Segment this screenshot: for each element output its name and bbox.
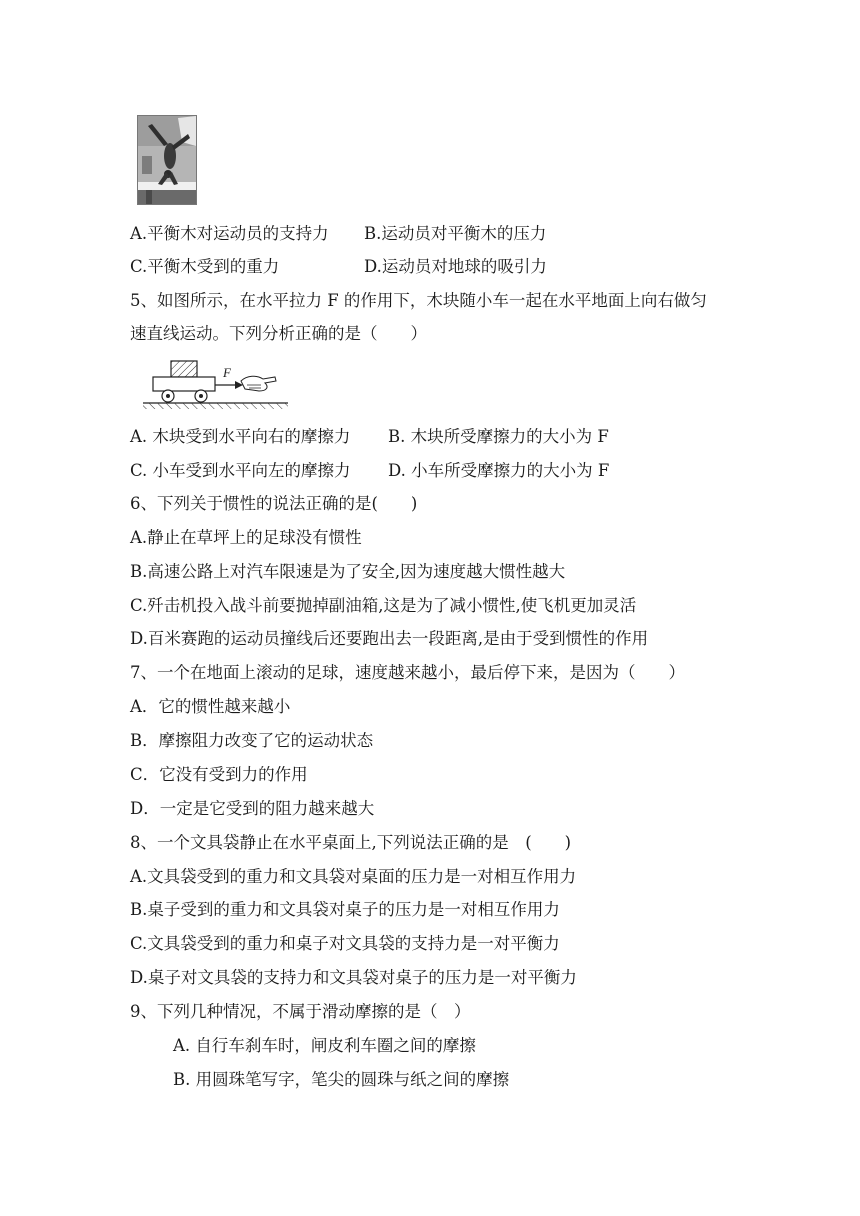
q6-option-d: D.百米赛跑的运动员撞线后还要跑出去一段距离,是由于受到惯性的作用 <box>130 629 649 648</box>
q8-option-d: D.桌子对文具袋的支持力和文具袋对桌子的压力是一对平衡力 <box>130 968 577 987</box>
hand-drawing <box>241 376 276 391</box>
q9-stem: 9、下列几种情况，不属于滑动摩擦的是（ ） <box>130 1002 471 1021</box>
q9-option-a: A. 自行车刹车时，闸皮利车圈之间的摩擦 <box>173 1036 476 1055</box>
q5-option-d: D. 小车所受摩擦力的大小为 F <box>388 461 610 480</box>
q4-option-d: D.运动员对地球的吸引力 <box>364 257 547 276</box>
q9-option-b: B. 用圆珠笔写字，笔尖的圆珠与纸之间的摩擦 <box>173 1070 510 1089</box>
gymnast-photo <box>137 115 197 205</box>
q7-option-d: D．一定是它受到的阻力越来越大 <box>130 799 375 818</box>
q8-option-c: C.文具袋受到的重力和桌子对文具袋的支持力是一对平衡力 <box>130 934 560 953</box>
q4-option-c: C.平衡木受到的重力 <box>130 257 280 276</box>
q6-option-b: B.高速公路上对汽车限速是为了安全,因为速度越大惯性越大 <box>130 562 566 581</box>
q5-option-c: C. 小车受到水平向左的摩擦力 <box>130 461 351 480</box>
q6-stem: 6、下列关于惯性的说法正确的是( ) <box>130 494 418 513</box>
q7-option-a: A．它的惯性越来越小 <box>130 697 291 716</box>
cart-body <box>153 377 215 391</box>
q5-option-a: A. 木块受到水平向右的摩擦力 <box>130 427 351 446</box>
q6-option-c: C.歼击机投入战斗前要抛掉副油箱,这是为了减小惯性,使飞机更加灵活 <box>130 596 637 615</box>
q7-stem: 7、一个在地面上滚动的足球，速度越来越小，最后停下来，是因为（ ） <box>130 663 685 682</box>
wooden-block <box>171 361 197 377</box>
cart-figure <box>143 355 288 413</box>
q5-stem-line1: 5、如图所示，在水平拉力 F 的作用下，木块随小车一起在水平地面上向右做匀 <box>130 291 707 310</box>
q4-option-b: B.运动员对平衡木的压力 <box>364 224 547 243</box>
force-label: F <box>223 365 231 380</box>
q7-option-c: C．它没有受到力的作用 <box>130 765 308 784</box>
q8-option-b: B.桌子受到的重力和文具袋对桌子的压力是一对相互作用力 <box>130 900 560 919</box>
q4-option-a: A.平衡木对运动员的支持力 <box>130 224 329 243</box>
q6-option-a: A.静止在草坪上的足球没有惯性 <box>130 528 362 547</box>
cart-diagram <box>143 355 288 413</box>
q5-stem-line2: 速直线运动。下列分析正确的是（ ） <box>130 324 427 343</box>
q8-option-a: A.文具袋受到的重力和文具袋对桌面的压力是一对相互作用力 <box>130 867 577 886</box>
gymnast-image <box>138 116 196 204</box>
q5-option-b: B. 木块所受摩擦力的大小为 F <box>388 427 609 446</box>
q8-stem: 8、一个文具袋静止在水平桌面上,下列说法正确的是 ( ) <box>130 833 572 852</box>
q7-option-b: B．摩擦阻力改变了它的运动状态 <box>130 731 374 750</box>
